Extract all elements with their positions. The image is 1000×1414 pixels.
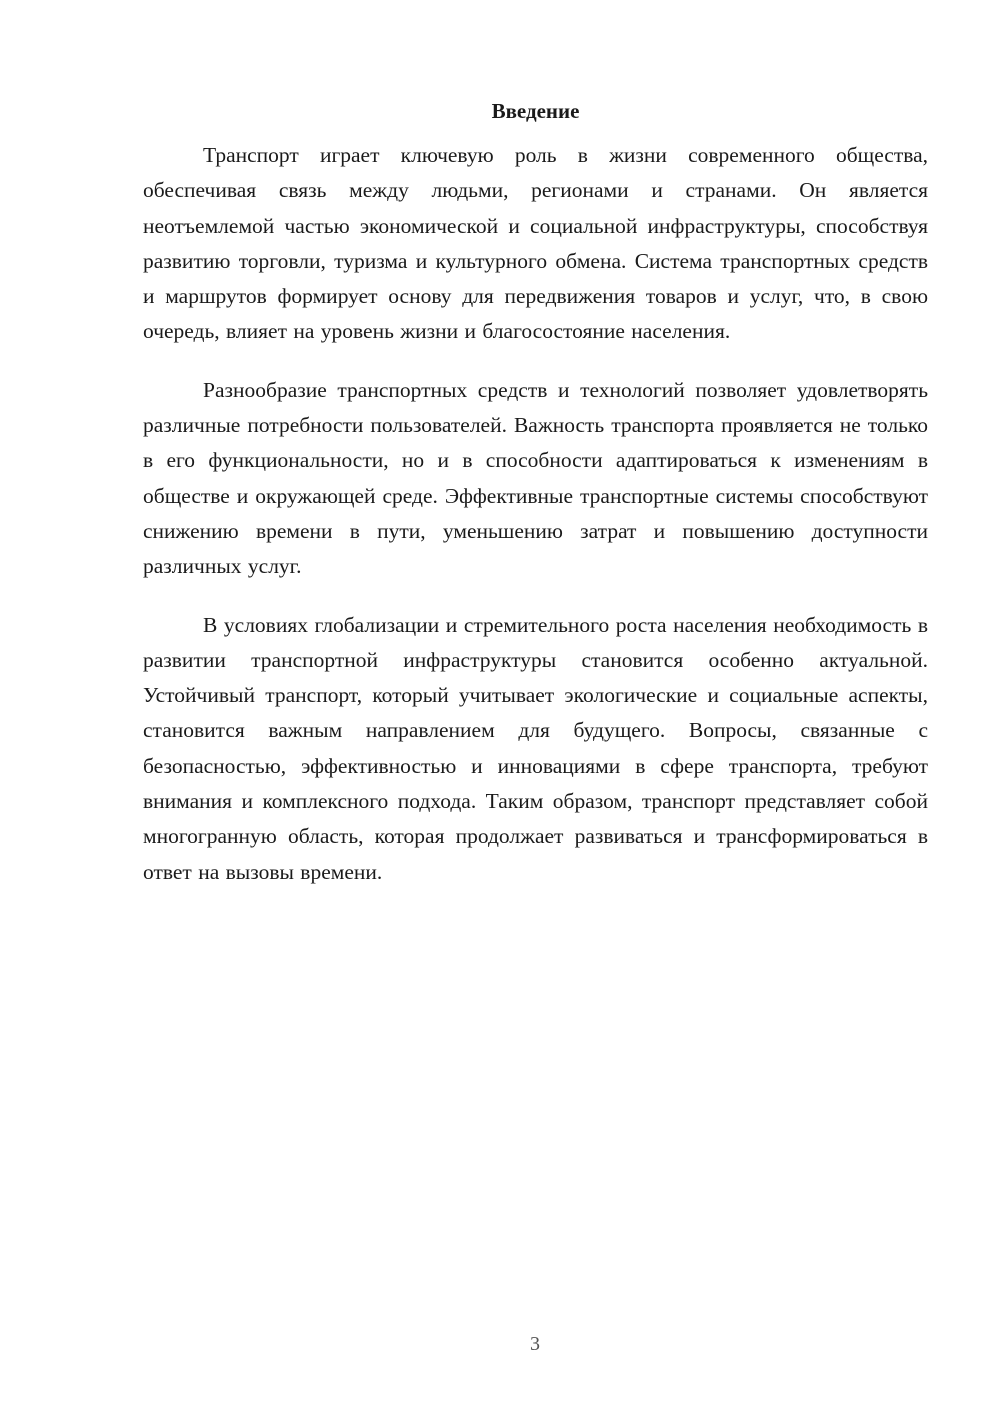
paragraph-2: Разнообразие транспортных средств и технологий позволяет удовлетворять различные потребности пользователей. Важность транспорта проявляется не только в его функциональности, но и в способности адаптироваться к изменениям в обществе и окружающей среде. Эффективные транспортные системы способствуют снижению времени в пути, уменьшению затрат и повышению доступности различных услуг. — [143, 377, 928, 579]
section-heading: Введение — [491, 99, 580, 123]
page-content — [143, 96, 928, 913]
paragraph-3: В условиях глобализации и стремительного роста населения необходимость в развитии транспортной инфраструктуры становится особенно актуальной. Устойчивый транспорт, который учитывает экологические и социальные аспекты, становится важным направлением для будущего. Вопросы, связанные с безопасностью, эффективностью и инновациями в сфере транспорта, требуют внимания и комплексного подхода. Таким образом, транспорт представляет собой многогранную область, которая продолжает развиваться и трансформироваться в ответ на вызовы времени. — [143, 612, 928, 884]
page-number: 3 — [530, 1333, 540, 1355]
paragraph-1: Транспорт играет ключевую роль в жизни современного общества, обеспечивая связь между людьми, регионами и странами. Он является неотъемлемой частью экономической и социальной инфраструктуры, способствуя развитию торговли, туризма и культурного обмена. Система транспортных средств и маршрутов формирует основу для передвижения товаров и услуг, что, в свою очередь, влияет на уровень жизни и благосостояние населения. — [143, 143, 928, 344]
